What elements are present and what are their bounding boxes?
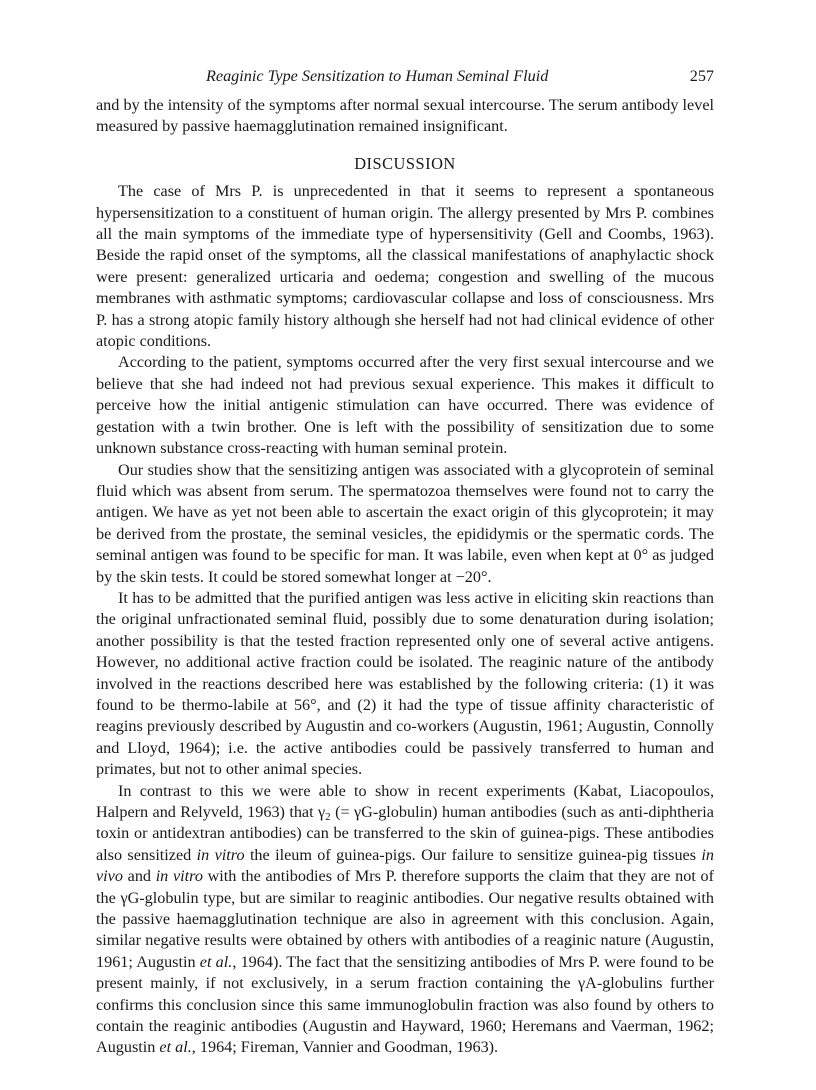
paragraph-5-text-5: with the antibodies of Mrs P. therefore supports the claim that they are not of the γG-globulin type, but are similar to reaginic antibodies. Our negative results obtained with the passive haemagglutination technique are also in agreement with this conclusion. Again, similar negative results were obtained by others with antibodies of a reaginic nature (Augustin, 1961; Augustin	[96, 867, 714, 971]
paragraph-1: The case of Mrs P. is unprecedented in that it seems to represent a spontaneous hypersensitization to a constituent of human origin. The allergy presented by Mrs P. combines all the main symptoms of the immediate type of hypersensitivity (Gell and Coombs, 1963). Beside the rapid onset of the symptoms, all the classical manifestations of anaphylactic shock were present: generalized urticaria and oedema; congestion and swelling of the mucous membranes with asthmatic symptoms; cardiovascular collapse and loss of consciousness. Mrs P. has a strong atopic family history although she herself had not had clinical evidence of other atopic conditions.	[96, 182, 714, 351]
gamma-symbol: γ	[318, 803, 326, 821]
italic-in-vitro: in vitro	[196, 845, 245, 864]
italic-et-al: et al.	[199, 952, 233, 971]
italic-in-vivo: in vivo	[96, 845, 714, 886]
paragraph-5-text-1: In contrast to this we were able to show in recent experiments (Kabat, Liacopoulos, Halpern and Relyveld, 1963) that	[96, 781, 714, 821]
paragraph-5-text-3: the ileum of guinea-pigs. Our failure to sensitize guinea-pig tissues	[244, 845, 702, 864]
section-heading: DISCUSSION	[354, 153, 456, 173]
paragraph-3: Our studies show that the sensitizing antigen was associated with a glycoprotein of seminal fluid which was absent from serum. The spermatozoa themselves were found not to carry the antigen. We have as yet not been able to ascertain the exact origin of this glycoprotein; it may be derived from the prostate, the seminal vesicles, the epididymis or the spermatic cords. The seminal antigen was found to be specific for man. It was labile, even when kept at 0° as judged by the skin tests. It could be stored somewhat longer at −20°.	[96, 460, 714, 586]
paragraph-2: According to the patient, symptoms occurred after the very first sexual intercourse and we believe that she had indeed not had previous sexual experience. This makes it difficult to perceive how the initial antigenic stimulation can have occurred. There was evidence of gestation with a twin brother. One is left with the possibility of sensitization due to some unknown substance cross-reacting with human seminal protein.	[96, 353, 714, 458]
paragraph-5-text-7: , 1964; Fireman, Vannier and Goodman, 1963).	[191, 1038, 499, 1057]
running-title: Reaginic Type Sensitization to Human Seminal Fluid	[206, 67, 549, 85]
body-text	[96, 95, 714, 1059]
paragraph-4: It has to be admitted that the purified antigen was less active in eliciting skin reactions than the original unfractionated seminal fluid, possibly due to some denaturation during isolation; another possibility is that the tested fraction represented only one of several active antigens. However, no additional active fraction could be isolated. The reaginic nature of the antibody involved in the reactions described here was established by the following criteria: (1) it was found to be thermo-labile at 56°, and (2) it had the type of tissue affinity characteristic of reagins previously described by Augustin and co-workers (Augustin, 1961; Augustin, Connolly and Lloyd, 1964); i.e. the active antibodies could be passively transferred to human and primates, but not to other animal species.	[96, 588, 714, 779]
paragraph-5-text-6: , 1964). The fact that the sensitizing antibodies of Mrs P. were found to be present mainly, if not exclusively, in a serum fraction containing the γA-globulins further confirms this conclusion since this same immunoglobulin fraction was also found by others to contain the reaginic antibodies (Augustin and Hayward, 1960; Heremans and Vaerman, 1962; Augustin	[96, 952, 714, 1057]
paragraph-5	[96, 781, 714, 1059]
italic-in-vitro-2: in vitro	[155, 867, 203, 886]
paragraph-5-text-2: (= γG-globulin) human antibodies (such as anti-diphtheria toxin or antidextran antibodies) can be transferred to the skin of guinea-pigs. These antibodies also sensitized	[96, 803, 714, 864]
running-head	[96, 66, 714, 90]
italic-et-al-2: et al.	[159, 1038, 192, 1057]
page-number: 257	[689, 67, 714, 85]
continued-paragraph: and by the intensity of the symptoms after normal sexual intercourse. The serum antibody level measured by passive haemagglutination remained insignificant.	[96, 96, 714, 136]
paragraph-5-text-4: and	[122, 867, 156, 886]
gamma-subscript: 2	[325, 811, 331, 823]
